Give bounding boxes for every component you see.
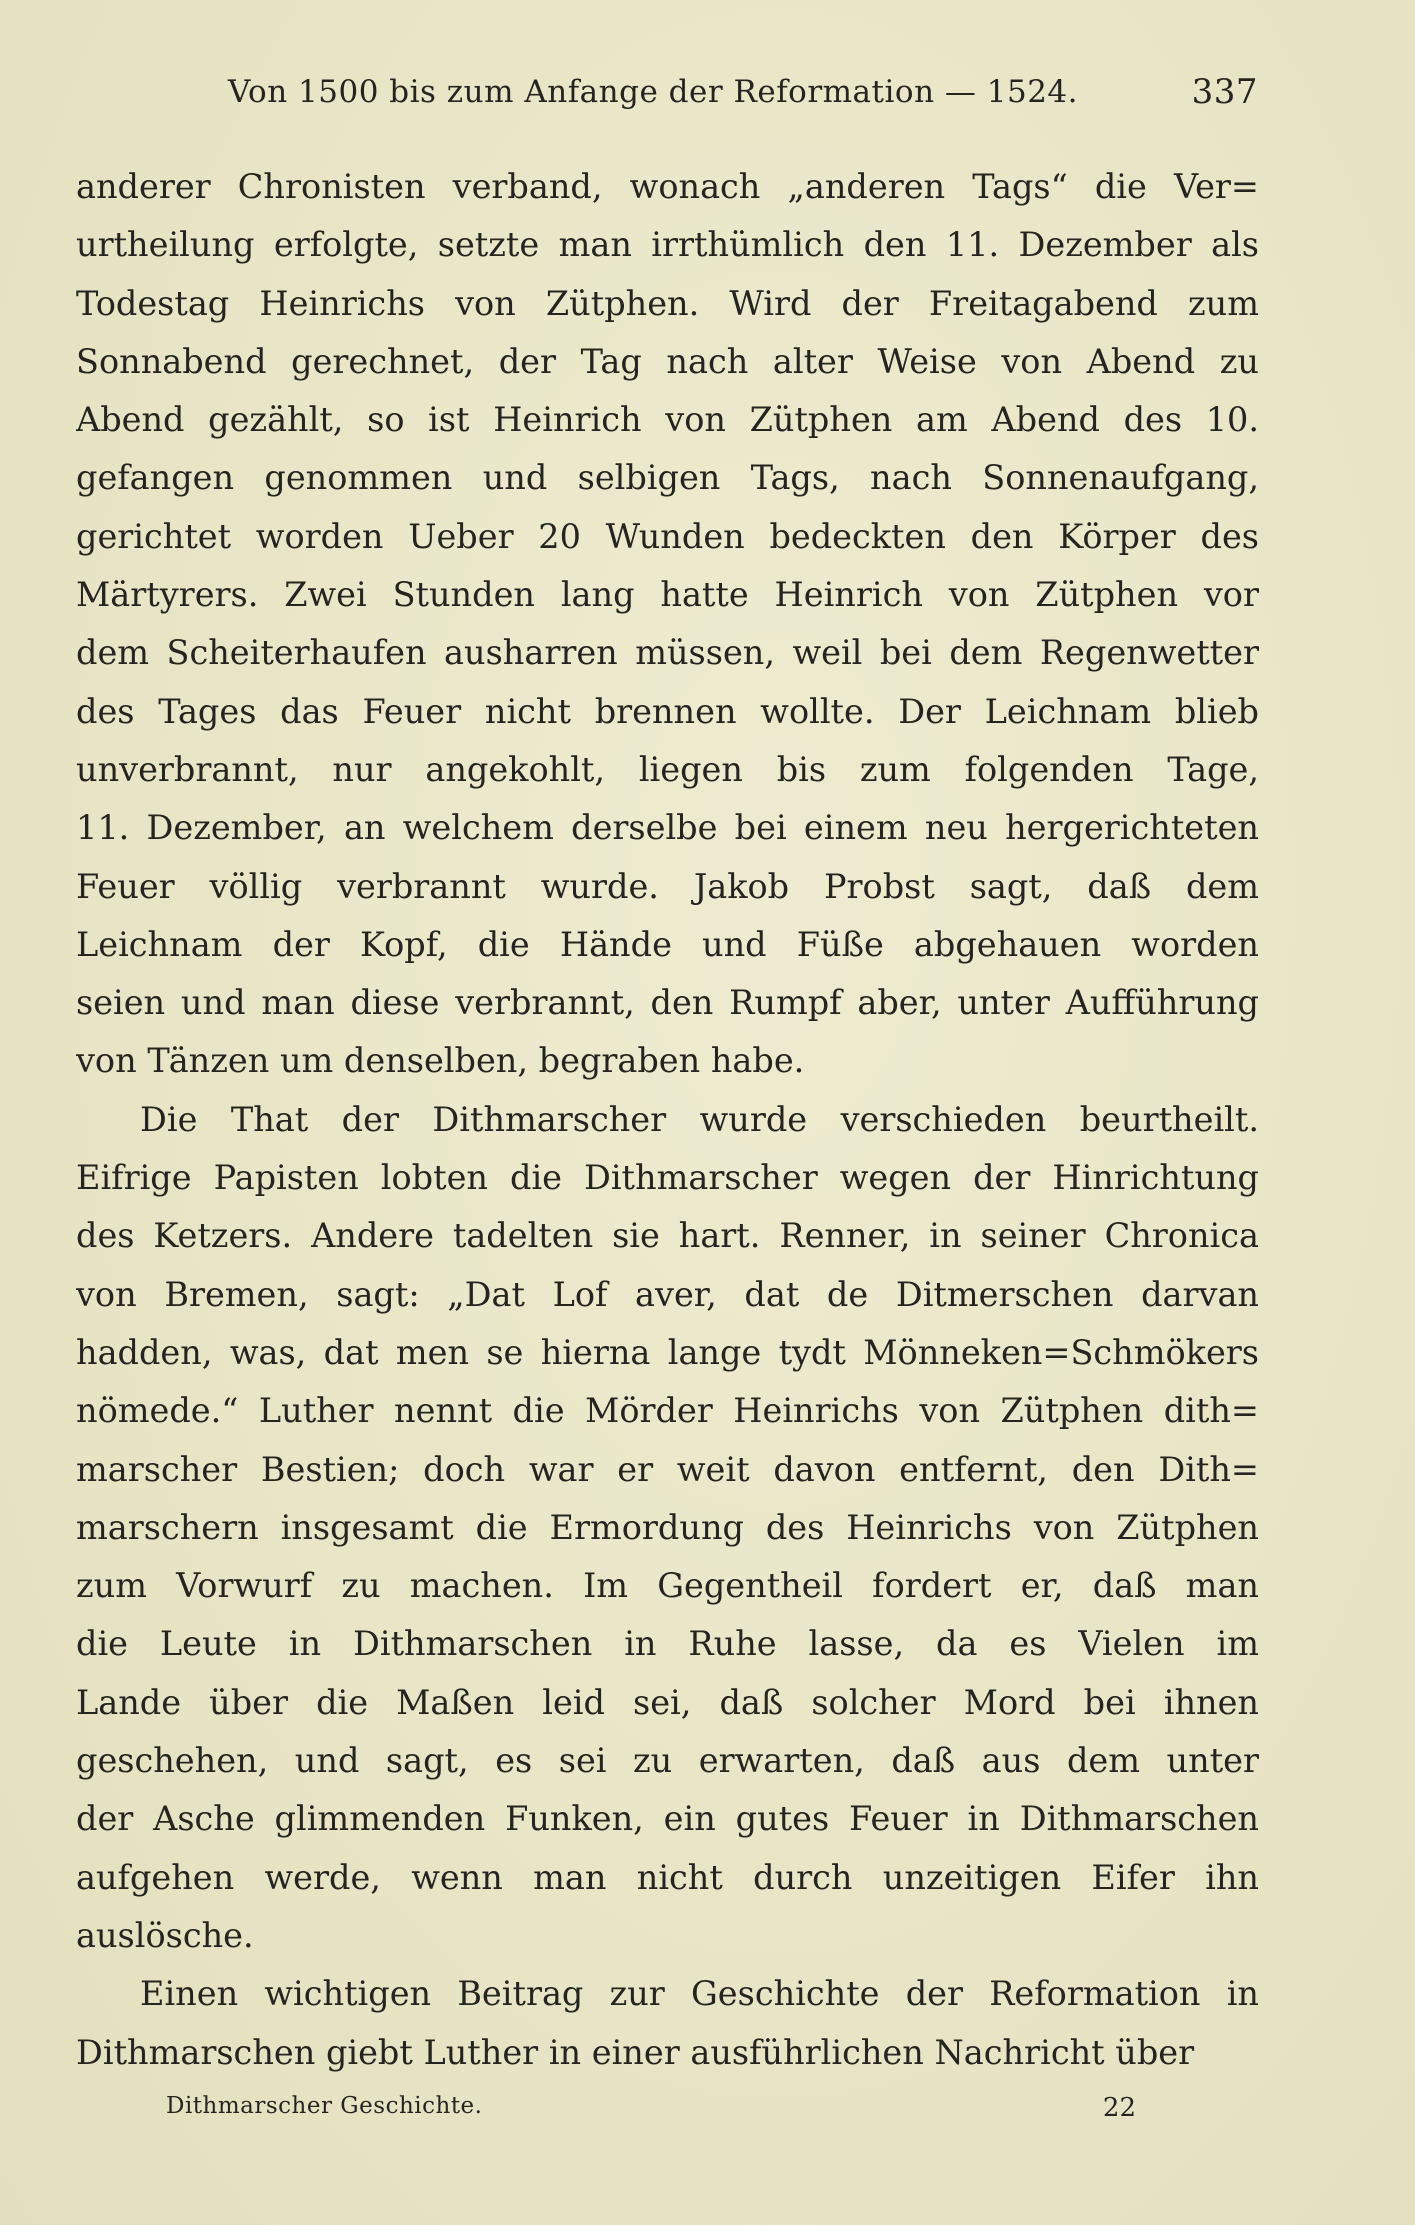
text-line: gerichtet worden Ueber 20 Wunden bedeckten den Körper des bbox=[76, 516, 1259, 556]
text-line: anderer Chronisten verband, wonach „anderen Tags“ die Ver= bbox=[76, 167, 1259, 206]
text-line: hadden, was, dat men se hierna lange tydt Mönneken=Schmökers bbox=[76, 1332, 1259, 1372]
text-line: des Tages das Feuer nicht brennen wollte. Der Leichnam blieb bbox=[76, 691, 1259, 731]
text-line: Lande über die Maßen leid sei, daß solcher Mord bei ihnen bbox=[76, 1682, 1259, 1722]
text-line: gefangen genommen und selbigen Tags, nach Sonnenaufgang, bbox=[76, 458, 1259, 498]
page-footer bbox=[166, 2093, 1136, 2133]
text-line: Märtyrers. Zwei Stunden lang hatte Heinrich von Zütphen vor bbox=[76, 575, 1259, 615]
text-line: dem Scheiterhaufen ausharren müssen, weil bei dem Regenwetter bbox=[76, 633, 1259, 673]
body-text bbox=[76, 158, 1259, 2082]
text-line: der Asche glimmenden Funken, ein gutes Feuer in Dithmarschen bbox=[76, 1799, 1259, 1839]
text-line: nömede.“ Luther nennt die Mörder Heinrichs von Zütphen dith= bbox=[76, 1391, 1259, 1431]
text-line: Sonnabend gerechnet, der Tag nach alter Weise von Abend zu bbox=[76, 341, 1259, 381]
text-line: geschehen, und sagt, es sei zu erwarten, daß aus dem unter bbox=[76, 1741, 1259, 1781]
text-line: auslösche. bbox=[76, 1915, 254, 1955]
text-line: Eifrige Papisten lobten die Dithmarscher wegen der Hinrichtung bbox=[76, 1158, 1259, 1198]
text-line: zum Vorwurf zu machen. Im Gegentheil fordert er, daß man bbox=[76, 1566, 1259, 1606]
text-line: seien und man diese verbrannt, den Rumpf aber, unter Aufführung bbox=[76, 983, 1259, 1023]
paragraph bbox=[76, 158, 1259, 1091]
text-line: von Bremen, sagt: „Dat Lof aver, dat de Ditmerschen darvan bbox=[76, 1274, 1259, 1314]
paragraph bbox=[76, 1091, 1259, 1965]
text-line: marscher Bestien; doch war er weit davon entfernt, den Dith= bbox=[76, 1449, 1259, 1489]
signature-mark: 22 bbox=[1102, 2093, 1136, 2123]
text-line: marschern insgesamt die Ermordung des Heinrichs von Zütphen bbox=[76, 1507, 1259, 1547]
text-line: des Ketzers. Andere tadelten sie hart. Renner, in seiner Chronica bbox=[76, 1216, 1259, 1256]
text-line: Abend gezählt, so ist Heinrich von Zütphen am Abend des 10. bbox=[76, 400, 1259, 440]
text-line: Feuer völlig verbrannt wurde. Jakob Probst sagt, daß dem bbox=[76, 866, 1259, 906]
text-line: Leichnam der Kopf, die Hände und Füße abgehauen worden bbox=[76, 924, 1259, 964]
signature-title: Dithmarscher Geschichte. bbox=[166, 2093, 483, 2119]
text-line: urtheilung erfolgte, setzte man irrthümlich den 11. Dezember als bbox=[76, 225, 1259, 265]
text-line: Die That der Dithmarscher wurde verschieden beurtheilt. bbox=[140, 1099, 1259, 1139]
text-line: Todestag Heinrichs von Zütphen. Wird der Freitagabend zum bbox=[76, 283, 1259, 323]
text-line: die Leute in Dithmarschen in Ruhe lasse, da es Vielen im bbox=[76, 1624, 1259, 1664]
page-number: 337 bbox=[1191, 72, 1258, 112]
text-line: unverbrannt, nur angekohlt, liegen bis zum folgenden Tage, bbox=[76, 749, 1259, 789]
paragraph bbox=[76, 1965, 1259, 2082]
text-line: aufgehen werde, wenn man nicht durch unzeitigen Eifer ihn bbox=[76, 1857, 1259, 1897]
text-line: 11. Dezember, an welchem derselbe bei einem neu hergerichteten bbox=[76, 808, 1259, 848]
text-line: Einen wichtigen Beitrag zur Geschichte der Reformation in bbox=[140, 1974, 1259, 2014]
running-head bbox=[228, 74, 1258, 118]
running-title: Von 1500 bis zum Anfange der Reformation — 1524. bbox=[228, 74, 1078, 110]
text-line: von Tänzen um denselben, begraben habe. bbox=[76, 1041, 805, 1081]
text-line: Dithmarschen giebt Luther in einer ausführlichen Nachricht über bbox=[76, 2032, 1195, 2072]
